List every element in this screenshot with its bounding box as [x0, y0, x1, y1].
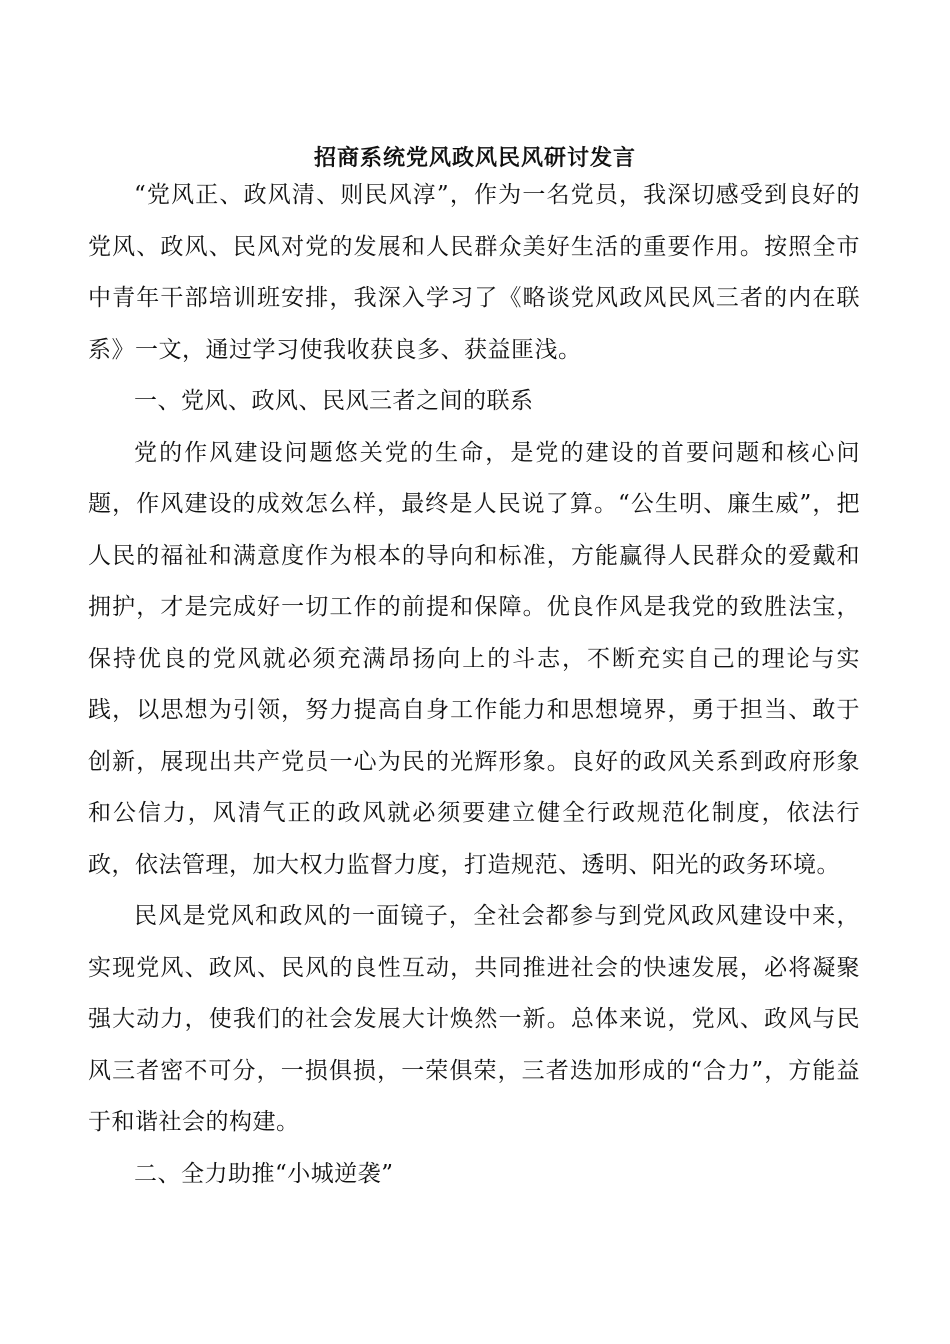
paragraph-folk-style: 民风是党风和政风的一面镜子，全社会都参与到党风政风建设中来，实现党风、政风、民风的良性互动，共同推进社会的快速发展，必将凝聚强大动力，使我们的社会发展大计焕然一新。总体来说，党风、政风与民风三者密不可分，一损俱损，一荣俱荣，三者迭加形成的“合力”，方能益于和谐社会的构建。	[88, 903, 860, 1135]
paragraph-intro: “党风正、政风清、则民风淳”，作为一名党员，我深切感受到良好的党风、政风、民风对党的发展和人民群众美好生活的重要作用。按照全市中青年干部培训班安排，我深入学习了《略谈党风政风民风三者的内在联系》一文，通过学习使我收获良多、获益匪浅。	[88, 182, 860, 363]
document-title: 招商系统党风政风民风研讨发言	[313, 145, 636, 171]
paragraph-style-building: 党的作风建设问题悠关党的生命，是党的建设的首要问题和核心问题，作风建设的成效怎么样，最终是人民说了算。“公生明、廉生威”，把人民的福祉和满意度作为根本的导向和标准，方能赢得人民群众的爱戴和拥护，才是完成好一切工作的前提和保障。优良作风是我党的致胜法宝，保持优良的党风就必须充满昂扬向上的斗志，不断充实自己的理论与实践，以思想为引领，努力提高自身工作能力和思想境界，勇于担当、敢于创新，展现出共产党员一心为民的光辉形象。良好的政风关系到政府形象和公信力，风清气正的政风就必须要建立健全行政规范化制度，依法行政，依法管理，加大权力监督力度，打造规范、透明、阳光的政务环境。	[88, 439, 860, 878]
document-body	[88, 170, 860, 1200]
section-heading-2: 二、全力助推“小城逆袭”	[134, 1160, 394, 1187]
section-heading-1: 一、党风、政风、民风三者之间的联系	[134, 388, 534, 414]
